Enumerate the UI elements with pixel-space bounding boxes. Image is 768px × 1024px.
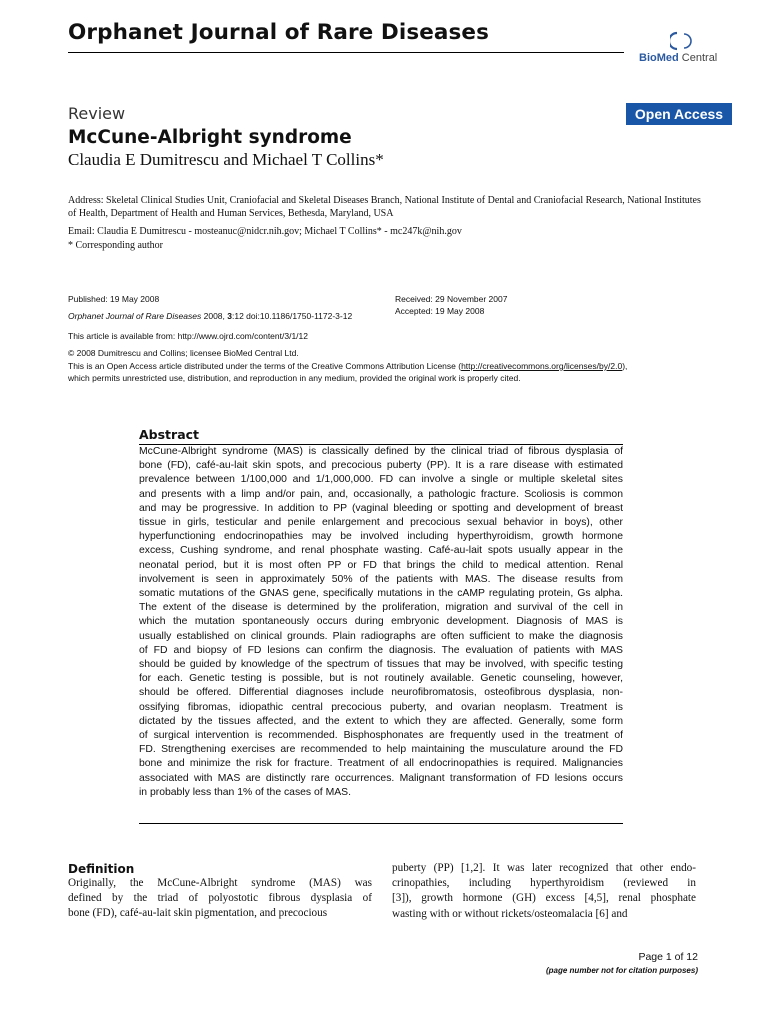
page-number: Page 1 of 12 (638, 951, 698, 963)
abstract-line: bone (FD), café-au-lait skin spots, and precocious puberty (PP). It is a rare disease with estimated (139, 460, 623, 472)
abstract-line: neonatal period, but it is most often PP or FD that brings the child to medical attention. Renal (139, 559, 623, 571)
abstract-line: McCune-Albright syndrome (MAS) is classically defined by the clinical triad of fibrous dysplasia of (139, 446, 623, 457)
abstract-section (139, 427, 623, 800)
abstract-line: and may be progressive. In addition to PP (vaginal bleeding or spotting and development of breast (139, 502, 623, 514)
abstract-heading: Abstract (139, 427, 200, 442)
citation-volume: 3 (227, 311, 232, 321)
body-line: puberty (PP) [1,2]. It was later recognized that other endo- (392, 862, 696, 874)
abstract-line: excess, Cushing syndrome, and renal phosphate wasting. Café-au-lait spots usually appear in the (139, 545, 623, 557)
article-title: McCune-Albright syndrome (68, 127, 352, 148)
header-rule (68, 52, 624, 53)
abstract-line: prevalence between 1/100,000 and 1/1,000,000. FD can involve a single or multiple skeletal sites (139, 474, 623, 486)
license-text-1: This is an Open Access article distributed under the terms of the Creative Commons Attribution License ( (68, 361, 462, 371)
citation-line (68, 311, 352, 321)
abstract-line: in probably less than 1% of the cases of MAS. (139, 786, 351, 798)
abstract-line: The extent of the disease is determined by the proliferation, migration and survival of the cell in (139, 602, 623, 614)
license-line (68, 361, 627, 371)
abstract-line: and presents with a limp and/or pain, and, occasionally, a pathologic fracture. Scoliosis is common (139, 488, 623, 500)
brand-bio: BioMed (639, 52, 679, 64)
abstract-line: bone and minimize the risk for fracture. Treatment of all endocrinopathies is required. Malignancies (139, 758, 623, 770)
citation-year: 2008, (201, 311, 228, 321)
license-line-2: which permits unrestricted use, distribution, and reproduction in any medium, provided the original work is properly cited. (68, 373, 521, 383)
abstract-bottom-rule (139, 823, 623, 824)
received-date: Received: 29 November 2007 (395, 294, 508, 304)
abstract-line: hyperfunctioning endocrinopathies may be involved including hyperthyroidism, growth hormone (139, 531, 623, 543)
abstract-line: for each. Genetic testing is possible, but is not routinely available. Genetic counseling, however, (139, 673, 623, 685)
abstract-line: ossifying fibromas, idiopathic central precocious puberty, and ovarian neoplasm. Treatment is (139, 701, 623, 713)
abstract-line: usually established on clinical grounds. Plain radiographs are often sufficient to make the diagnosis (139, 630, 623, 642)
body-line: wasting with or without rickets/osteomalacia [6] and (392, 907, 628, 920)
abstract-line: of surgical intervention is recommended. Bisphosphonates are frequently used in the treatment of (139, 730, 623, 742)
body-line: defined by the triad of polyostotic fibrous dysplasia of (68, 892, 372, 905)
abstract-line: which the mutation spontaneously occurs during embryonic development. Diagnosis of MAS is (139, 616, 623, 628)
author-address: Address: Skeletal Clinical Studies Unit, Craniofacial and Skeletal Diseases Branch, National Institute of Dental and Craniofacial Research, National Institutes of Health, Department of Health and Human Services, Bethesda, Maryland, USA (68, 195, 701, 219)
corresponding-author-note: * Corresponding author (68, 240, 163, 251)
body-column-left (68, 876, 372, 922)
body-line: Originally, the McCune-Albright syndrome (MAS) was (68, 877, 372, 889)
abstract-line: of FD and biopsy of FD lesions can confirm the diagnosis. The evaluation of patients with MAS (139, 644, 623, 656)
accepted-date: Accepted: 19 May 2008 (395, 306, 485, 316)
author-emails[interactable]: Email: Claudia E Dumitrescu - mosteanuc@nidcr.nih.gov; Michael T Collins* - mc247k@nih.gov (68, 226, 462, 237)
citation-journal: Orphanet Journal of Rare Diseases (68, 311, 202, 321)
published-date: Published: 19 May 2008 (68, 294, 160, 304)
abstract-line: somatic mutations of the GNAS gene, specifically mutations in the cAMP regulating protein, Gs alpha. (139, 588, 623, 600)
abstract-line: involvement is seen in approximately 50% of the patients with MAS. The disease results from (139, 573, 623, 585)
body-line: [3]), growth hormone (GH) excess [4,5], renal phosphate (392, 892, 696, 905)
abstract-line: tissue in girls, testicular and penile enlargement and precocious sexual behavior in boys), other (139, 517, 623, 529)
body-line: bone (FD), café-au-lait skin pigmentation, and precocious (68, 907, 328, 920)
abstract-line: should be offered. Differential diagnoses include neurofibromatosis, osteofibrous dysplasia, non- (139, 687, 623, 699)
copyright-line: © 2008 Dumitrescu and Collins; licensee BioMed Central Ltd. (68, 348, 299, 358)
biomed-swirl-icon (670, 30, 692, 52)
brand-central: Central (678, 52, 718, 64)
citation-doi: :12 doi:10.1186/1750-1172-3-12 (231, 311, 353, 321)
abstract-line: FD. Strengthening exercises are recommended to help maintaining the musculature around the FD (139, 744, 623, 756)
journal-title: Orphanet Journal of Rare Diseases (68, 20, 490, 45)
abstract-body (139, 445, 623, 800)
abstract-line: dictated by the tissues affected, and the extent to which they are affected. Generally, some form (139, 715, 623, 727)
biomed-central-logo (637, 30, 737, 70)
open-access-badge: Open Access (626, 103, 732, 125)
article-url[interactable]: This article is available from: http://www.ojrd.com/content/3/1/12 (68, 331, 308, 341)
citation-note: (page number not for citation purposes) (545, 966, 698, 975)
abstract-line: associated with MAS are distinctly rare occurrences. Malignant transformation of FD lesions occurs (139, 772, 623, 784)
license-text-2: ), (622, 361, 628, 371)
abstract-line: should be guided by knowledge of the spectrum of tissues that may be involved, with specific testing (139, 659, 623, 671)
article-type: Review (68, 104, 126, 123)
definition-heading: Definition (68, 862, 135, 876)
license-link[interactable]: http://creativecommons.org/licenses/by/2.0 (461, 361, 623, 371)
body-column-right (392, 861, 696, 922)
body-line: crinopathies, including hyperthyroidism (reviewed in (392, 877, 696, 890)
article-authors: Claudia E Dumitrescu and Michael T Collins* (68, 150, 384, 169)
